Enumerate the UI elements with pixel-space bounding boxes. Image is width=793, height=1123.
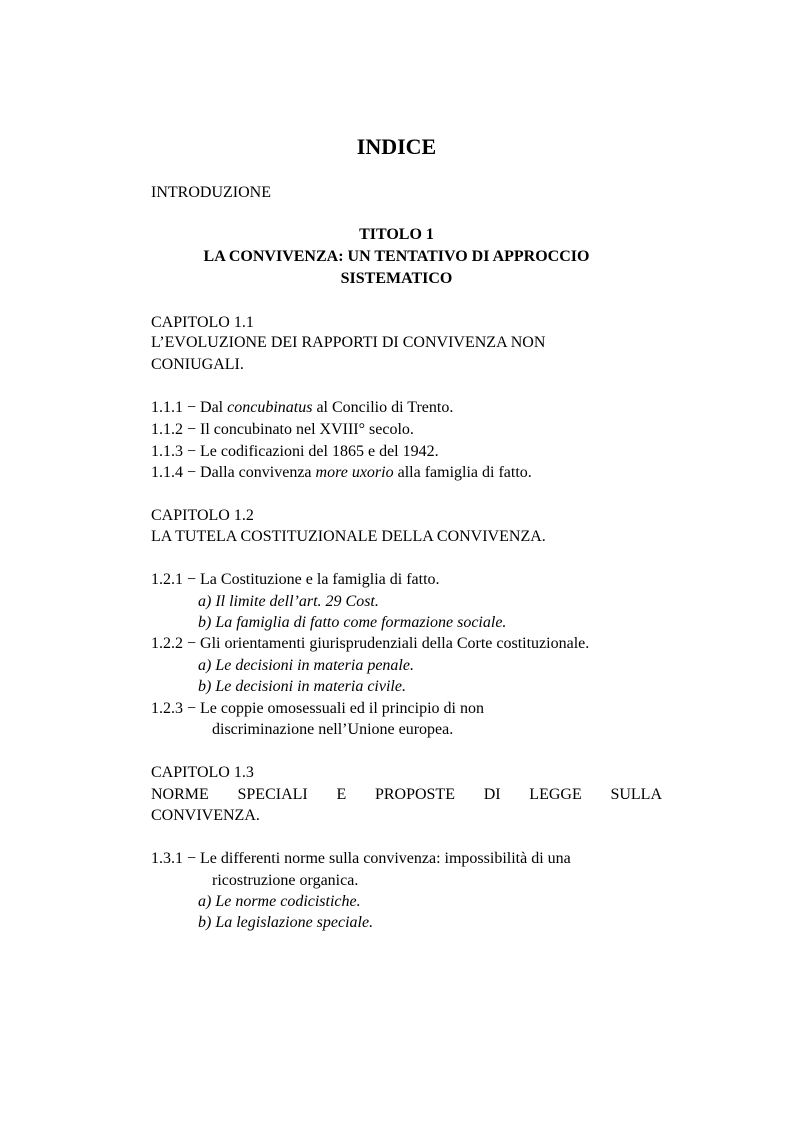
toc-entry-1-2-2: 1.2.2 − Gli orientamenti giurisprudenziali della Corte costituzionale. — [151, 635, 590, 652]
chapter-1-2-label: CAPITOLO 1.2 — [151, 507, 254, 524]
toc-entry-1-1-4: 1.1.4 − Dalla convivenza more uxorio alla famiglia di fatto. — [151, 464, 532, 481]
toc-introduction: INTRODUZIONE — [151, 184, 271, 201]
titolo-line-1: LA CONVIVENZA: UN TENTATIVO DI APPROCCIO — [203, 248, 590, 265]
toc-subentry-1-3-1-b: b) La legislazione speciale. — [198, 914, 374, 931]
toc-entry-1-1-3: 1.1.3 − Le codificazioni del 1865 e del 1942. — [151, 443, 439, 460]
toc-entry-1-3-1-line-2: ricostruzione organica. — [212, 872, 359, 889]
toc-entry-1-2-3-line-2: discriminazione nell’Unione europea. — [212, 721, 454, 738]
chapter-1-1-title-line-1: L’EVOLUZIONE DEI RAPPORTI DI CONVIVENZA NON — [151, 334, 546, 351]
toc-subentry-1-2-1-b: b) La famiglia di fatto come formazione sociale. — [198, 614, 507, 631]
titolo-label: TITOLO 1 — [359, 226, 434, 243]
toc-subentry-1-2-1-a: a) Il limite dell’art. 29 Cost. — [198, 593, 379, 610]
chapter-1-3-label: CAPITOLO 1.3 — [151, 764, 254, 781]
toc-subentry-1-3-1-a: a) Le norme codicistiche. — [198, 893, 361, 910]
toc-subentry-1-2-2-a: a) Le decisioni in materia penale. — [198, 657, 414, 674]
toc-entry-1-2-1: 1.2.1 − La Costituzione e la famiglia di fatto. — [151, 571, 440, 588]
toc-entry-1-1-1: 1.1.1 − Dal concubinatus al Concilio di Trento. — [151, 399, 454, 416]
chapter-1-3-title-line-1: NORME SPECIALI E PROPOSTE DI LEGGE SULLA — [151, 786, 662, 803]
chapter-1-1-label: CAPITOLO 1.1 — [151, 314, 254, 331]
toc-subentry-1-2-2-b: b) Le decisioni in materia civile. — [198, 678, 406, 695]
titolo-line-2: SISTEMATICO — [340, 270, 453, 287]
page-title: INDICE — [356, 134, 437, 159]
chapter-1-2-title: LA TUTELA COSTITUZIONALE DELLA CONVIVENZA. — [151, 528, 546, 545]
chapter-1-3-title-line-2: CONVIVENZA. — [151, 807, 260, 824]
toc-entry-1-1-2: 1.1.2 − Il concubinato nel XVIII° secolo. — [151, 421, 414, 438]
toc-entry-1-2-3-line-1: 1.2.3 − Le coppie omosessuali ed il principio di non — [151, 700, 484, 717]
chapter-1-1-title-line-2: CONIUGALI. — [151, 356, 244, 373]
toc-entry-1-3-1-line-1: 1.3.1 − Le differenti norme sulla convivenza: impossibilità di una — [151, 850, 571, 867]
